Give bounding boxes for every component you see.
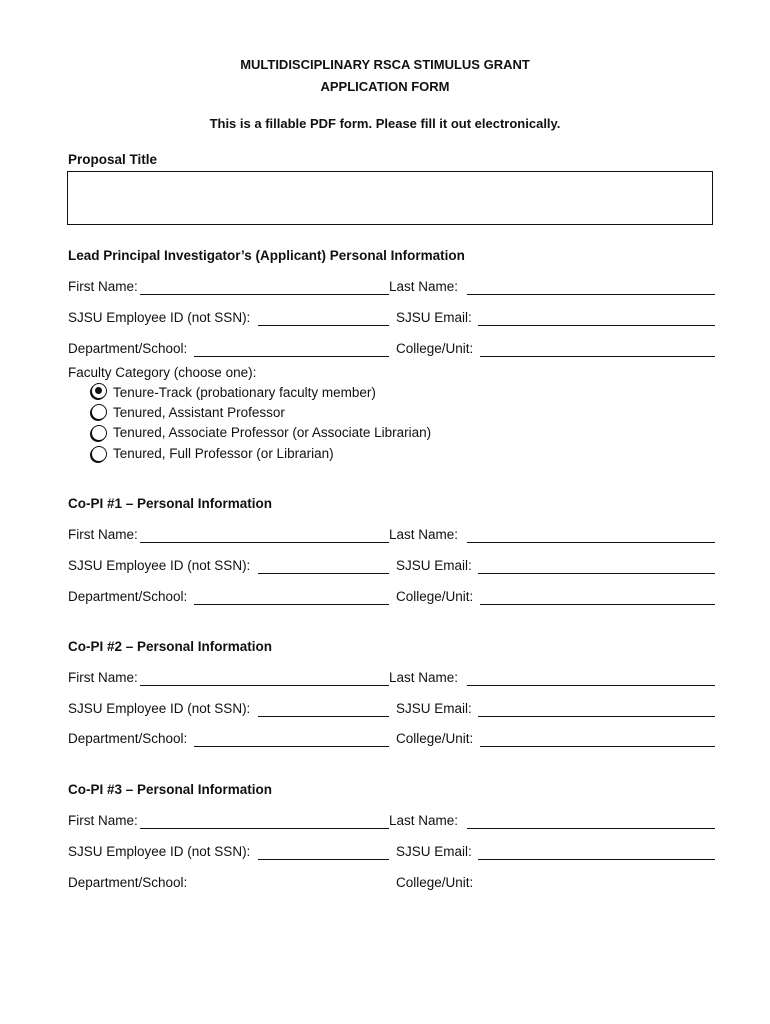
- copi3-email-label: SJSU Email:: [396, 844, 472, 859]
- faculty-category-option-full: Tenured, Full Professor (or Librarian): [113, 446, 334, 461]
- copi3-heading: Co-PI #3 – Personal Information: [68, 782, 273, 797]
- lead-college-label: College/Unit:: [396, 341, 474, 356]
- form-title-line-1: MULTIDISCIPLINARY RSCA STIMULUS GRANT: [240, 57, 530, 72]
- copi1-college-input[interactable]: [480, 590, 715, 605]
- copi3-last-name-label: Last Name:: [389, 813, 459, 828]
- copi1-email-label: SJSU Email:: [396, 558, 472, 573]
- copi3-college-label: College/Unit:: [396, 875, 474, 890]
- copi1-department-input[interactable]: [194, 590, 389, 605]
- copi3-first-name-label: First Name:: [68, 813, 138, 828]
- lead-department-label: Department/School:: [68, 341, 188, 356]
- proposal-title-label: Proposal Title: [68, 152, 158, 167]
- faculty-category-option-tenure-track: Tenure-Track (probationary faculty member): [113, 385, 376, 400]
- copi3-employee-id-label: SJSU Employee ID (not SSN):: [68, 844, 251, 859]
- copi1-first-name-input[interactable]: [140, 528, 389, 543]
- faculty-category-option-assistant: Tenured, Assistant Professor: [113, 405, 285, 420]
- copi1-last-name-input[interactable]: [467, 528, 715, 543]
- copi3-email-input[interactable]: [478, 845, 715, 860]
- faculty-category-radio-associate[interactable]: [91, 425, 107, 441]
- copi3-department-label: Department/School:: [68, 875, 188, 890]
- radio-selected-dot: [95, 387, 102, 394]
- copi3-department-input[interactable]: [194, 876, 389, 890]
- copi1-college-label: College/Unit:: [396, 589, 474, 604]
- lead-department-input[interactable]: [194, 342, 389, 357]
- lead-pi-heading: Lead Principal Investigator’s (Applicant) Personal Information: [68, 248, 465, 263]
- faculty-category-radio-full[interactable]: [91, 446, 107, 462]
- copi3-college-input[interactable]: [480, 876, 715, 890]
- lead-last-name-label: Last Name:: [389, 279, 459, 294]
- copi2-first-name-input[interactable]: [140, 671, 389, 686]
- copi1-employee-id-input[interactable]: [258, 559, 389, 574]
- faculty-category-option-associate: Tenured, Associate Professor (or Associate Librarian): [113, 425, 432, 440]
- copi2-heading: Co-PI #2 – Personal Information: [68, 639, 273, 654]
- copi2-department-label: Department/School:: [68, 731, 188, 746]
- copi2-last-name-label: Last Name:: [389, 670, 459, 685]
- copi2-employee-id-label: SJSU Employee ID (not SSN):: [68, 701, 251, 716]
- copi2-college-input[interactable]: [480, 732, 715, 747]
- faculty-category-radio-tenure-track[interactable]: [91, 383, 107, 399]
- copi3-employee-id-input[interactable]: [258, 845, 389, 860]
- copi1-employee-id-label: SJSU Employee ID (not SSN):: [68, 558, 251, 573]
- proposal-title-box: [67, 171, 713, 225]
- copi2-first-name-label: First Name:: [68, 670, 138, 685]
- copi1-first-name-label: First Name:: [68, 527, 138, 542]
- lead-last-name-input[interactable]: [467, 280, 715, 295]
- lead-college-input[interactable]: [480, 342, 715, 357]
- form-title-line-2: APPLICATION FORM: [320, 79, 450, 94]
- lead-employee-id-label: SJSU Employee ID (not SSN):: [68, 310, 251, 325]
- copi1-last-name-label: Last Name:: [389, 527, 459, 542]
- copi2-email-input[interactable]: [478, 702, 715, 717]
- copi2-email-label: SJSU Email:: [396, 701, 472, 716]
- lead-email-label: SJSU Email:: [396, 310, 472, 325]
- faculty-category-label: Faculty Category (choose one):: [68, 365, 257, 380]
- copi2-department-input[interactable]: [194, 732, 389, 747]
- copi2-last-name-input[interactable]: [467, 671, 715, 686]
- proposal-title-input[interactable]: [68, 172, 712, 224]
- copi3-last-name-input[interactable]: [467, 814, 715, 829]
- form-instruction: This is a fillable PDF form. Please fill it out electronically.: [209, 116, 561, 131]
- copi1-heading: Co-PI #1 – Personal Information: [68, 496, 273, 511]
- lead-first-name-label: First Name:: [68, 279, 138, 294]
- copi1-email-input[interactable]: [478, 559, 715, 574]
- copi3-first-name-input[interactable]: [140, 814, 389, 829]
- lead-first-name-input[interactable]: [140, 280, 389, 295]
- copi2-employee-id-input[interactable]: [258, 702, 389, 717]
- copi1-department-label: Department/School:: [68, 589, 188, 604]
- copi2-college-label: College/Unit:: [396, 731, 474, 746]
- lead-employee-id-input[interactable]: [258, 311, 389, 326]
- faculty-category-radio-assistant[interactable]: [91, 404, 107, 420]
- lead-email-input[interactable]: [478, 311, 715, 326]
